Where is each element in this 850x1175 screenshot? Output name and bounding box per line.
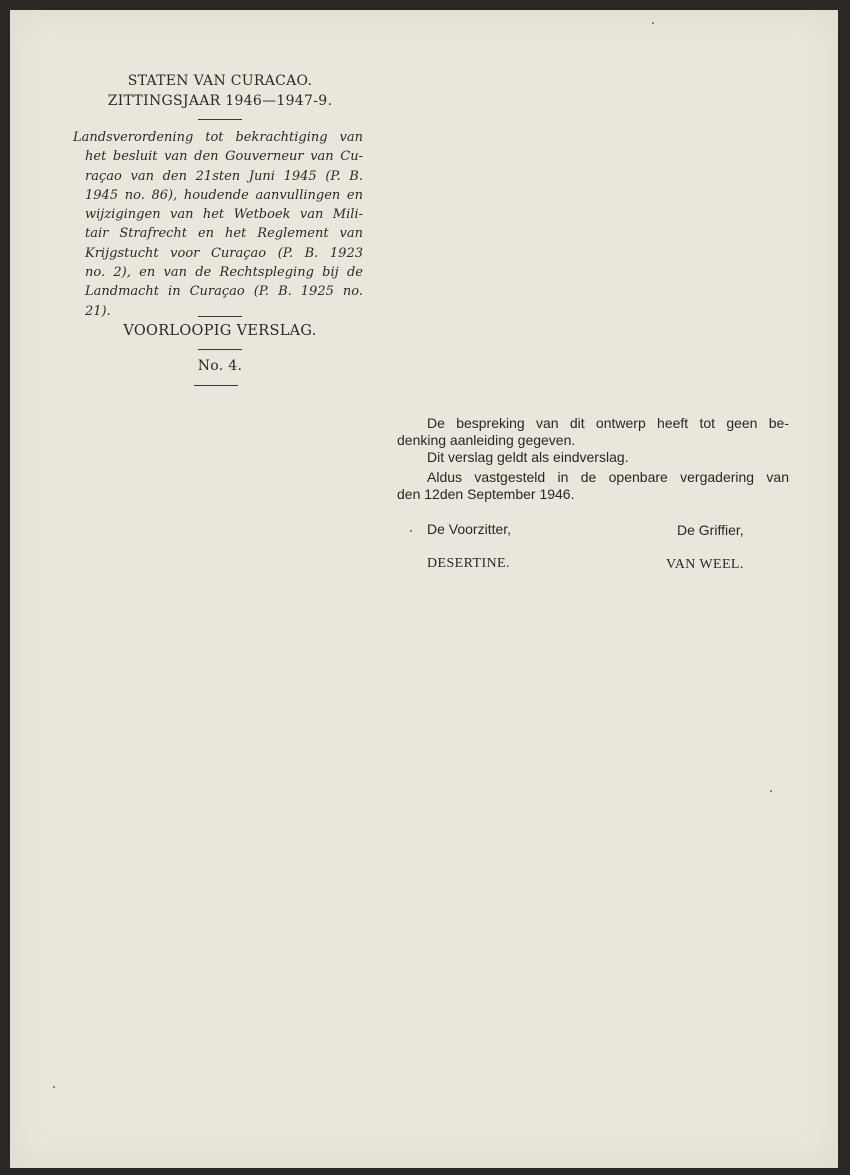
chair-title: De Voorzitter, (427, 521, 512, 537)
report-body-line: De bespreking van dit ontwerp heeft tot geen be- (427, 415, 789, 431)
chair-name: DESERTINE. (427, 556, 510, 571)
subject-line: no. 2), en van de Rechtspleging bij de (85, 265, 363, 281)
report-number: No. 4. (197, 358, 243, 374)
subject-paragraph (75, 128, 363, 321)
report-title: VOORLOOPIG VERSLAG. (123, 323, 317, 339)
ink-speck (652, 22, 654, 24)
ink-speck (770, 790, 772, 792)
subject-line: tair Strafrecht en het Reglement van (85, 226, 363, 242)
subject-line: Landmacht in Curaçao (P. B. 1925 no. (85, 284, 363, 300)
header-session-year: ZITTINGSJAAR 1946—1947-9. (107, 93, 333, 109)
subject-line: Krijgstucht voor Curaçao (P. B. 1923 (85, 245, 363, 261)
ink-speck (53, 1086, 55, 1088)
divider-rule (198, 349, 242, 350)
report-body-line: Dit verslag geldt als eindverslag. (427, 449, 629, 465)
ink-speck (410, 530, 412, 532)
report-body-line: denking aanleiding gegeven. (397, 432, 576, 448)
report-body-line: Aldus vastgesteld in de openbare vergadering van (427, 469, 789, 485)
subject-line: 1945 no. 86), houdende aanvullingen en (85, 187, 363, 203)
divider-rule (194, 385, 238, 386)
divider-rule (198, 119, 242, 120)
header-title: STATEN VAN CURACAO. (127, 73, 313, 89)
divider-rule (198, 316, 242, 317)
subject-line: het besluit van den Gouverneur van Cu- (85, 149, 363, 165)
subject-line: 21). (85, 303, 111, 319)
subject-line: wijzigingen van het Wetboek van Mili- (85, 207, 363, 223)
scan-border (0, 0, 850, 10)
clerk-name: VAN WEEL. (666, 557, 744, 572)
subject-line: raçao van den 21sten Juni 1945 (P. B. (85, 168, 363, 184)
clerk-title: De Griffier, (677, 522, 744, 538)
subject-line: Landsverordening tot bekrachtiging van (73, 130, 363, 145)
report-body-line: den 12den September 1946. (397, 486, 575, 502)
